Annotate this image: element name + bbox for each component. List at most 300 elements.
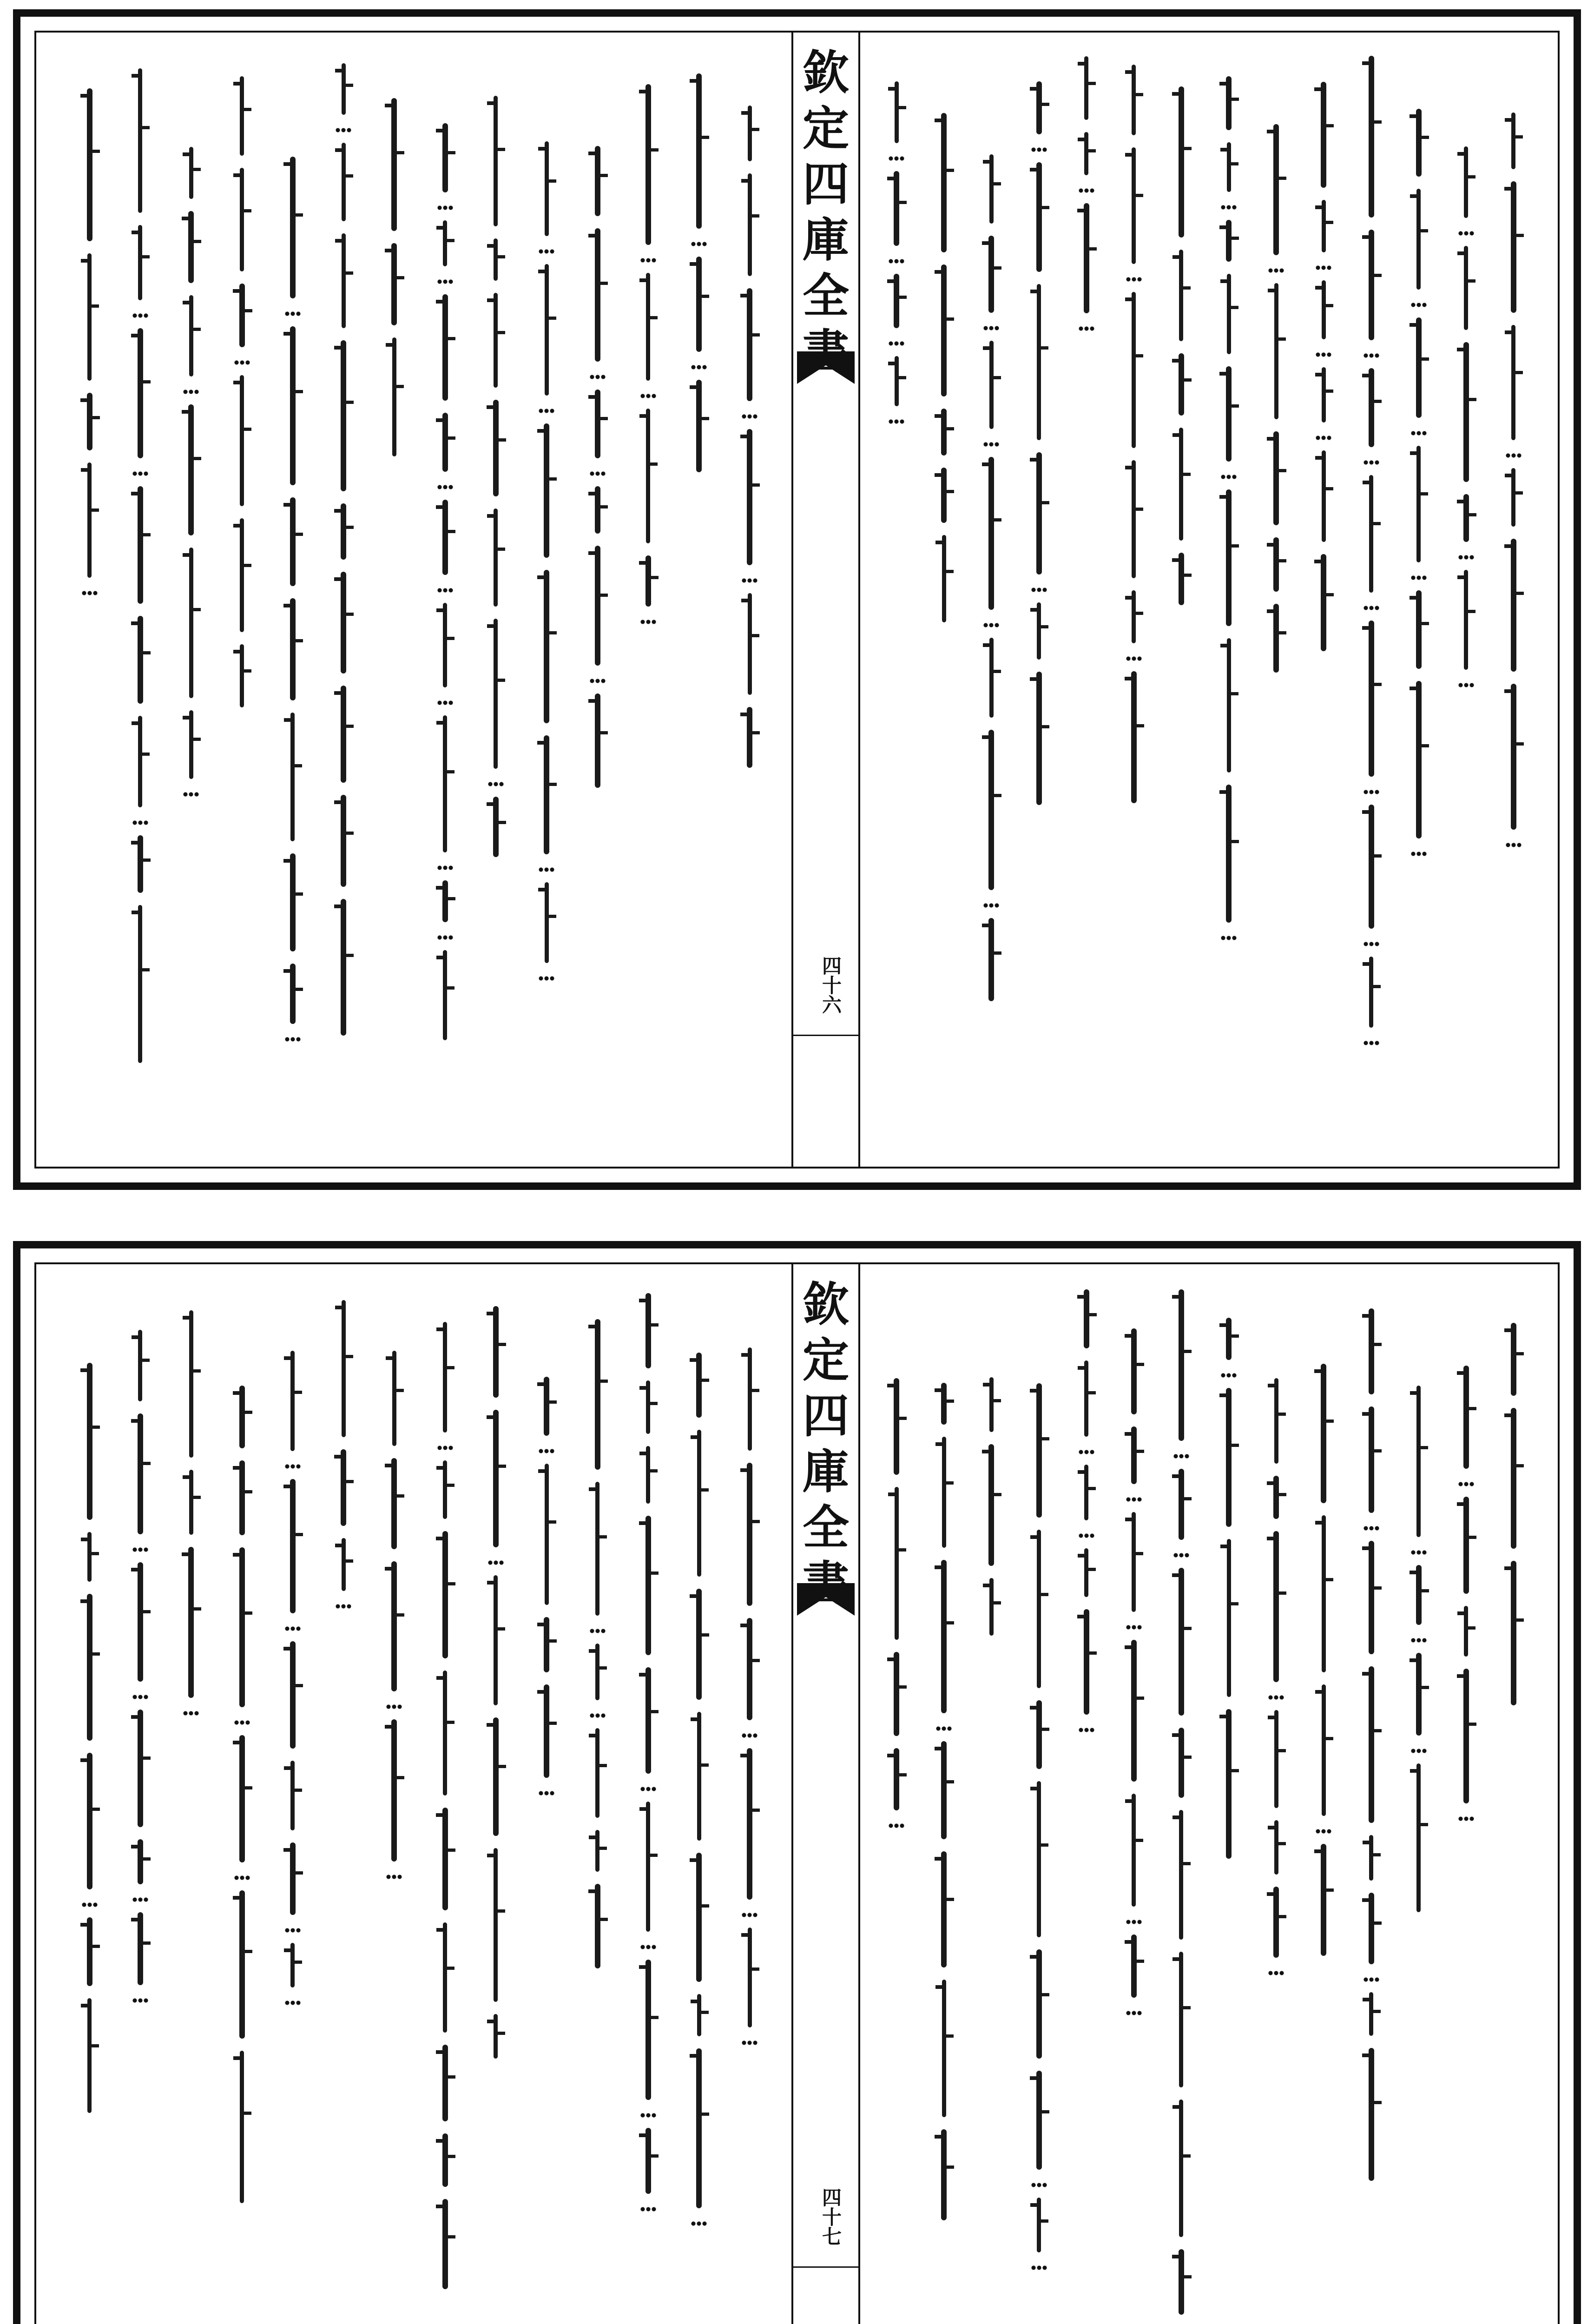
script-column [1450,1366,1482,1831]
punctuation-dots [935,1725,952,1732]
folio-number: 四十六 [819,956,842,1014]
text-frame [34,1262,1560,2324]
script-word [1369,475,1373,593]
script-column [226,76,258,720]
punctuation-dots [1220,204,1237,211]
punctuation-dots [335,1603,352,1610]
script-word [1179,1728,1184,1798]
script-word [494,96,498,226]
script-word [138,486,143,604]
punctuation-dots [1315,435,1332,441]
script-word [1416,109,1422,177]
script-column [1260,1378,1292,1986]
script-word [747,1748,752,1900]
script-word [941,1741,947,1839]
script-word [240,2051,244,2203]
punctuation-dots [1315,264,1332,271]
script-word [87,1753,92,1889]
script-word [941,1383,947,1425]
script-word [747,288,752,401]
script-word [747,429,752,565]
script-column [1355,56,1388,1056]
script-word [942,1437,946,1548]
script-word [1463,494,1469,542]
script-word [1084,1465,1088,1520]
script-word [342,233,346,328]
punctuation-dots [437,700,454,706]
script-word [240,644,244,707]
punctuation-dots [538,1790,555,1796]
script-word [646,2128,651,2194]
script-word [1369,1541,1374,1654]
punctuation-dots [335,127,352,133]
script-word [392,1351,396,1446]
script-word [494,1575,498,1705]
script-word [646,1960,651,2100]
script-word [595,1884,600,1968]
punctuation-dots [691,2220,707,2227]
script-word [1179,428,1183,541]
script-word [290,964,296,1024]
script-word [442,1531,448,1658]
script-word [494,1848,498,2002]
script-word [1511,468,1515,527]
top-page-spread [13,9,1581,1190]
script-word [1227,638,1231,772]
punctuation-dots [983,325,1000,331]
punctuation-dots [132,1546,149,1553]
script-word [391,1458,397,1549]
script-column [1118,65,1150,815]
script-word [1321,1844,1326,1956]
script-word [989,638,994,718]
title-char: 欽 [803,45,849,100]
script-word [942,535,946,622]
punctuation-dots [234,1719,250,1726]
script-word [595,228,600,362]
punctuation-dots [1126,2010,1142,2016]
book-title [801,1276,851,1611]
script-word [290,1641,296,1749]
script-column [632,1293,665,2222]
punctuation-dots [1031,146,1047,153]
punctuation-dots [1363,459,1380,466]
script-word [1036,162,1042,272]
script-word [290,1479,296,1613]
script-column [480,1306,512,2071]
punctuation-dots [1363,1040,1380,1046]
script-word [1227,1539,1231,1697]
punctuation-dots [640,1786,657,1792]
script-column [429,1322,461,2301]
script-word [1463,1497,1469,1594]
punctuation-dots [1078,1449,1095,1455]
punctuation-dots [183,389,199,395]
script-word [493,1410,499,1547]
script-word [290,713,295,841]
script-word [1036,1949,1042,2059]
script-column [880,81,913,434]
fishtail-mark [797,351,855,384]
script-column [73,1363,106,2125]
script-word [1464,570,1468,670]
script-word [442,123,448,192]
script-word [1416,317,1422,418]
script-word [1037,1781,1041,1937]
script-word [494,619,498,769]
script-word [87,253,92,381]
script-word [646,1293,651,1368]
script-word [544,1684,549,1778]
punctuation-dots [1268,267,1284,274]
title-char: 庫 [803,1444,849,1499]
script-word [290,598,296,700]
script-word [239,1386,245,1448]
punctuation-dots [437,934,454,941]
script-word [1464,1606,1468,1657]
punctuation-dots [983,902,1000,909]
punctuation-dots [1315,351,1332,358]
script-word [1179,1289,1184,1441]
folio-rule [793,1035,858,1036]
punctuation-dots [1126,1624,1142,1631]
script-column [277,1351,309,2015]
script-column [378,98,410,469]
script-word [442,880,448,922]
script-word [239,1735,245,1862]
script-word [443,1670,447,1796]
punctuation-dots [1410,430,1427,436]
script-word [138,1562,143,1682]
script-word [290,497,296,586]
script-column [429,123,461,1052]
script-word [1132,65,1136,135]
script-column [327,63,360,1048]
punctuation-dots [1031,2182,1047,2188]
script-word [989,1578,994,1636]
punctuation-dots [1363,1976,1380,1983]
script-word [1226,366,1232,462]
script-word [189,710,193,779]
script-word [595,1728,599,1818]
punctuation-dots [284,1463,301,1470]
punctuation-dots [132,1896,149,1903]
punctuation-dots [640,393,657,399]
script-word [138,905,142,1063]
script-word [595,693,600,788]
script-word [988,457,994,610]
punctuation-dots [1410,851,1427,857]
script-word [1084,1609,1089,1715]
punctuation-dots [132,312,149,319]
script-column [1307,1364,1340,1968]
script-word [646,1380,650,1434]
punctuation-dots [81,590,98,596]
script-column [1212,76,1245,951]
punctuation-dots [1363,605,1380,611]
punctuation-dots [538,408,555,414]
script-word [1322,200,1326,252]
script-word [1511,1408,1516,1549]
script-word [544,1617,549,1672]
punctuation-dots [589,374,606,380]
script-word [1369,230,1374,340]
script-word [1463,1366,1469,1469]
punctuation-dots [538,866,555,873]
script-word [1416,1386,1421,1537]
script-word [989,154,994,224]
script-word [341,340,346,491]
punctuation-dots [284,1625,301,1632]
script-word [595,146,600,216]
script-word [442,500,448,575]
script-word [1273,537,1279,592]
script-word [87,393,92,450]
script-word [595,1830,599,1872]
script-word [290,1842,296,1915]
punctuation-dots [1458,230,1475,237]
punctuation-dots [538,975,555,982]
script-word [1416,681,1422,838]
punctuation-dots [640,1944,657,1950]
script-word [1179,553,1184,605]
punctuation-dots [1458,1816,1475,1822]
script-word [1179,353,1184,416]
punctuation-dots [1078,1727,1095,1733]
script-word [1369,1835,1373,1881]
script-column [327,1300,360,1619]
punctuation-dots [1410,1637,1427,1644]
title-char: 定 [803,1333,849,1387]
script-column [1403,1386,1435,1924]
script-word [1321,554,1326,651]
script-word [1132,1794,1136,1907]
script-word [189,548,193,698]
script-word [895,81,899,143]
script-word [138,1413,143,1534]
script-word [696,73,702,229]
script-word [697,1994,701,2036]
script-word [595,546,600,666]
script-word [1132,292,1136,448]
script-column [1355,1308,1388,2193]
script-word [290,853,296,951]
script-column [124,68,157,1075]
script-word [1273,1476,1279,1519]
script-word [1511,325,1515,440]
script-word [1132,147,1136,264]
script-word [494,238,498,281]
script-column [683,1353,715,2236]
script-word [87,88,92,241]
punctuation-dots [589,1628,606,1634]
script-word [189,295,193,376]
fishtail-mark [797,1583,855,1616]
punctuation-dots [1173,1552,1190,1558]
punctuation-dots [1126,276,1142,283]
script-word [1369,2048,1374,2181]
script-column [1165,86,1198,617]
script-word [138,328,143,458]
script-word [239,1890,245,2039]
script-word [1416,189,1421,290]
script-word [442,2045,448,2121]
left-leaf-text [64,42,775,1157]
script-column [480,96,512,869]
script-word [1084,1360,1088,1437]
script-word [443,220,447,266]
script-word [443,603,447,687]
script-word [1179,1568,1184,1716]
script-word [290,1943,295,1987]
script-word [1084,203,1089,313]
script-word [989,1377,994,1432]
script-word [1036,672,1042,805]
title-char: 四 [803,157,849,211]
script-word [1179,250,1183,341]
script-column [581,1319,614,1981]
script-word [748,106,752,161]
script-word [697,1430,701,1577]
script-word [342,1300,346,1437]
script-word [1179,86,1184,238]
punctuation-dots [640,2206,657,2212]
script-word [341,1449,346,1526]
script-word [894,1652,899,1736]
punctuation-dots [1078,187,1095,194]
script-column [1307,82,1340,663]
script-word [138,1710,143,1827]
punctuation-dots [81,1901,98,1908]
script-word [1084,1289,1089,1348]
script-word [240,168,244,271]
punctuation-dots [437,587,454,594]
script-word [1511,684,1516,830]
punctuation-dots [1410,1748,1427,1754]
script-word [941,468,947,523]
punctuation-dots [1505,452,1522,459]
script-word [1036,1700,1042,1769]
punctuation-dots [589,678,606,684]
script-word [87,1532,92,1582]
script-word [895,356,899,406]
script-word [341,503,346,560]
script-word [493,1306,499,1398]
script-word [747,707,752,768]
script-column [175,147,207,807]
script-word [941,2129,947,2220]
script-word [341,686,346,783]
punctuation-dots [284,310,301,317]
punctuation-dots [640,619,657,625]
script-word [646,409,650,543]
script-word [1037,602,1041,660]
script-word [1036,452,1042,574]
script-column [1070,56,1103,341]
punctuation-dots [386,1874,402,1880]
script-word [1227,142,1231,192]
script-word [138,616,143,704]
punctuation-dots [1078,1532,1095,1539]
script-word [189,147,193,199]
script-word [1036,1383,1042,1518]
folio-rule [793,2266,858,2268]
punctuation-dots [888,155,905,162]
script-word [696,1353,702,1418]
script-column [928,1383,960,2232]
script-word [696,380,702,472]
punctuation-dots [589,470,606,477]
script-word [87,1594,92,1741]
script-word [239,1547,245,1707]
script-word [1274,283,1278,419]
script-word [1416,1763,1421,1912]
center-column [791,31,860,1169]
script-word [1322,367,1326,423]
script-word [941,1851,947,1967]
script-word [1369,1406,1374,1513]
script-word [189,1470,193,1535]
script-column [880,1378,913,1838]
script-word [595,1482,599,1616]
script-column [124,1330,157,2013]
script-word [895,1487,899,1640]
script-word [493,797,499,857]
script-word [342,143,346,221]
punctuation-dots [1173,1453,1190,1459]
script-column [632,84,665,634]
script-column [73,88,106,606]
script-word [545,141,549,236]
punctuation-dots [1458,682,1475,688]
punctuation-dots [741,1912,758,1918]
script-word [1369,957,1373,1028]
script-word [1273,604,1279,673]
script-word [748,1928,752,2027]
script-word [894,1378,899,1475]
script-word [1179,1952,1183,2087]
script-word [1273,1887,1279,1958]
script-word [747,1618,752,1720]
script-word [941,1560,947,1713]
script-word [138,835,143,893]
script-word [646,1667,651,1774]
punctuation-dots [284,2000,301,2006]
script-word [1084,56,1088,120]
script-column [1023,1383,1055,2280]
punctuation-dots [132,1997,149,2004]
script-word [442,413,448,472]
punctuation-dots [1268,1694,1284,1701]
script-word [1511,1323,1516,1396]
script-word [1369,805,1374,929]
script-column [928,113,960,634]
script-word [696,257,702,352]
script-word [941,113,947,252]
script-word [942,1980,946,2117]
punctuation-dots [1410,574,1427,581]
script-word [391,243,397,325]
script-word [545,882,549,963]
punctuation-dots [589,1712,606,1719]
script-word [1226,489,1232,626]
script-word [494,508,498,607]
script-word [1084,132,1088,175]
punctuation-dots [1458,554,1475,561]
script-word [342,63,346,115]
punctuation-dots [1220,1372,1237,1379]
text-frame [34,31,1560,1169]
